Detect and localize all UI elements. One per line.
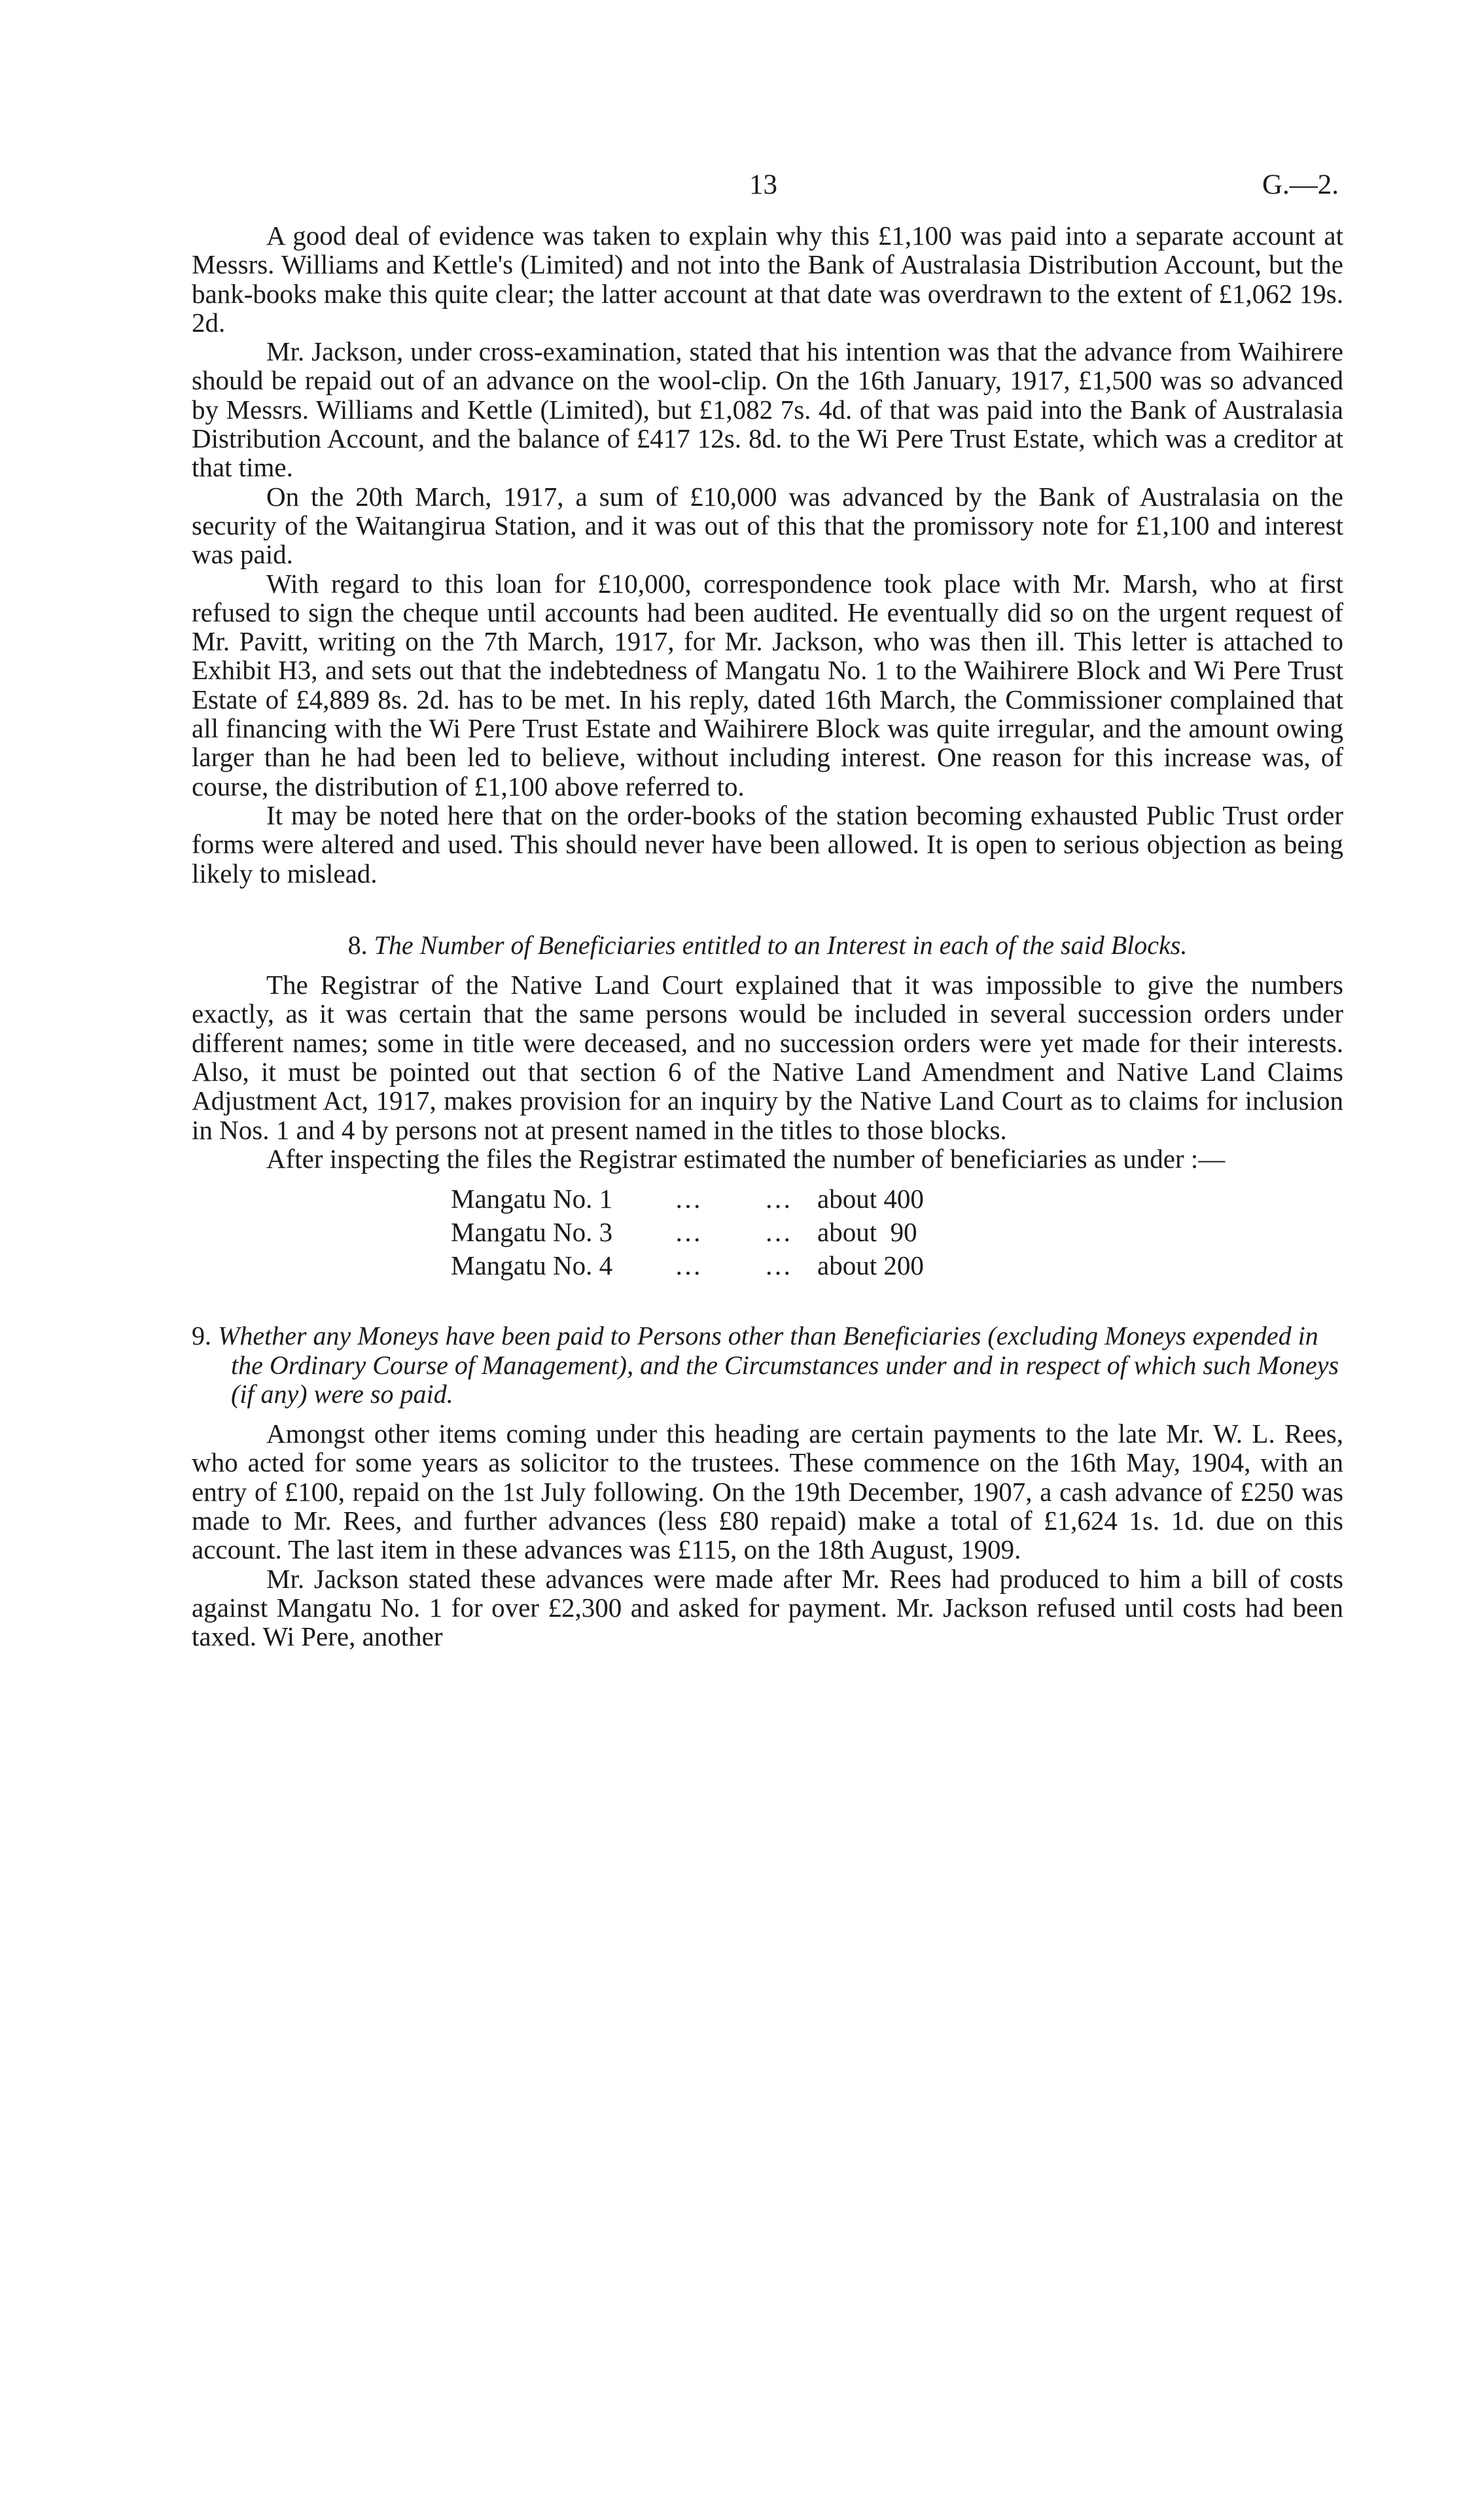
table-row bbox=[451, 1216, 1343, 1249]
table-row bbox=[451, 1249, 1343, 1282]
block-name: Mangatu No. 1 bbox=[451, 1184, 613, 1214]
paragraph-cross-examination: Mr. Jackson, under cross-examination, stated that his intention was that the advance from Waihirere should be repaid out of an advance on the wool-clip. On the 16th January, 1917, £1,500 was so advanced by Messrs. Williams and Kettle (Limited), but £1,082 7s. 4d. of that was paid into the Bank of Australasia Distribution Account, and the balance of £417 12s. 8d. to the Wi Pere Trust Estate, which was a creditor at that time. bbox=[192, 336, 1343, 483]
beneficiaries-table bbox=[451, 1182, 1343, 1282]
leader-dots: … bbox=[675, 1217, 701, 1248]
leader-dots: … bbox=[675, 1184, 701, 1214]
section-heading-8 bbox=[192, 931, 1343, 960]
paragraph-registrar: The Registrar of the Native Land Court explained that it was impossible to give the numbers exactly, as it was certain that the same persons would be included in several succession orders under different names; some in title were deceased, and no succession orders were yet made for their interests. Also, it must be pointed out that section 6 of the Native Land Amendment and Native Land Claims Adjustment Act, 1917, makes provision for an inquiry by the Native Land Court as to claims for inclusion in Nos. 1 and 4 by persons not at present named in the titles to those blocks. bbox=[192, 970, 1343, 1145]
table-row bbox=[451, 1182, 1343, 1216]
section-heading-9 bbox=[192, 1322, 1343, 1409]
block-name: Mangatu No. 4 bbox=[451, 1250, 613, 1281]
paragraph-order-books: It may be noted here that on the order-books of the station becoming exhausted Public Trust order forms were altered and used. This should never have been allowed. It is open to serious objection as being likely to mislead. bbox=[192, 800, 1343, 889]
leader-dots: … bbox=[764, 1184, 792, 1214]
section-number: 9. bbox=[192, 1321, 211, 1351]
paragraph-bank-account: A good deal of evidence was taken to explain why this £1,100 was paid into a separate account at Messrs. Williams and Kettle's (Limited) and not into the Bank of Australasia Distribution Account, but the bank-books make this quite clear; the latter account at that date was overdrawn to the extent of £1,062 19s. 2d. bbox=[192, 220, 1343, 338]
leader-dots: … bbox=[764, 1217, 792, 1248]
paragraph-bank-advance: On the 20th March, 1917, a sum of £10,000 was advanced by the Bank of Australasia on the security of the Waitangirua Station, and it was out of this that the promissory note for £1,100 and interest was paid. bbox=[192, 481, 1343, 570]
paragraph-loan-correspondence: With regard to this loan for £10,000, correspondence took place with Mr. Marsh, who at first refused to sign the cheque until accounts had been audited. He eventually did so on the urgent request of Mr. Pavitt, writing on the 7th March, 1917, for Mr. Jackson, who was then ill. This letter is attached to Exhibit H3, and sets out that the indebtedness of Mangatu No. 1 to the Waihirere Block and Wi Pere Trust Estate of £4,889 8s. 2d. has to be met. In his reply, dated 16th March, the Commissioner complained that all financing with the Wi Pere Trust Estate and Waihirere Block was quite irregular, and the amount owing larger than he had been led to believe, without including interest. One reason for this increase was, of course, the distribution of £1,100 above referred to. bbox=[192, 568, 1343, 802]
section-number: 8. bbox=[347, 930, 368, 960]
section-title: The Number of Beneficiaries entitled to an Interest in each of the said Blocks. bbox=[374, 930, 1188, 960]
paragraph-bill-of-costs: Mr. Jackson stated these advances were made after Mr. Rees had produced to him a bill of costs against Mangatu No. 1 for over £2,300 and asked for payment. Mr. Jackson refused until costs had been taxed. Wi Pere, another bbox=[192, 1563, 1343, 1652]
beneficiary-estimate: about 90 bbox=[817, 1217, 917, 1248]
body-text bbox=[192, 221, 1343, 1651]
page-header bbox=[0, 169, 1484, 215]
leader-dots: … bbox=[764, 1250, 792, 1281]
section-title: Whether any Moneys have been paid to Persons other than Beneficiaries (excluding Moneys expended in the Ordinary Course of Management), and the Circumstances under and in respect of which such Moneys (if any) were so paid. bbox=[218, 1321, 1339, 1409]
document-series-code: G.—2. bbox=[1262, 169, 1339, 200]
paragraph-rees-payments: Amongst other items coming under this heading are certain payments to the late Mr. W. L. Rees, who acted for some years as solicitor to the trustees. These commence on the 16th May, 1904, with an entry of £100, repaid on the 1st July following. On the 19th December, 1907, a cash advance of £250 was made to Mr. Rees, and further advances (less £80 repaid) make a total of £1,624 1s. 1d. due on this account. The last item in these advances was £115, on the 18th August, 1909. bbox=[192, 1418, 1343, 1565]
leader-dots: … bbox=[675, 1250, 701, 1281]
beneficiary-estimate: about 200 bbox=[817, 1250, 924, 1281]
paragraph-estimate-intro: After inspecting the files the Registrar estimated the number of beneficiaries as under :— bbox=[266, 1143, 1226, 1174]
beneficiary-estimate: about 400 bbox=[817, 1184, 924, 1214]
page-number: 13 bbox=[749, 169, 777, 200]
block-name: Mangatu No. 3 bbox=[451, 1217, 613, 1248]
